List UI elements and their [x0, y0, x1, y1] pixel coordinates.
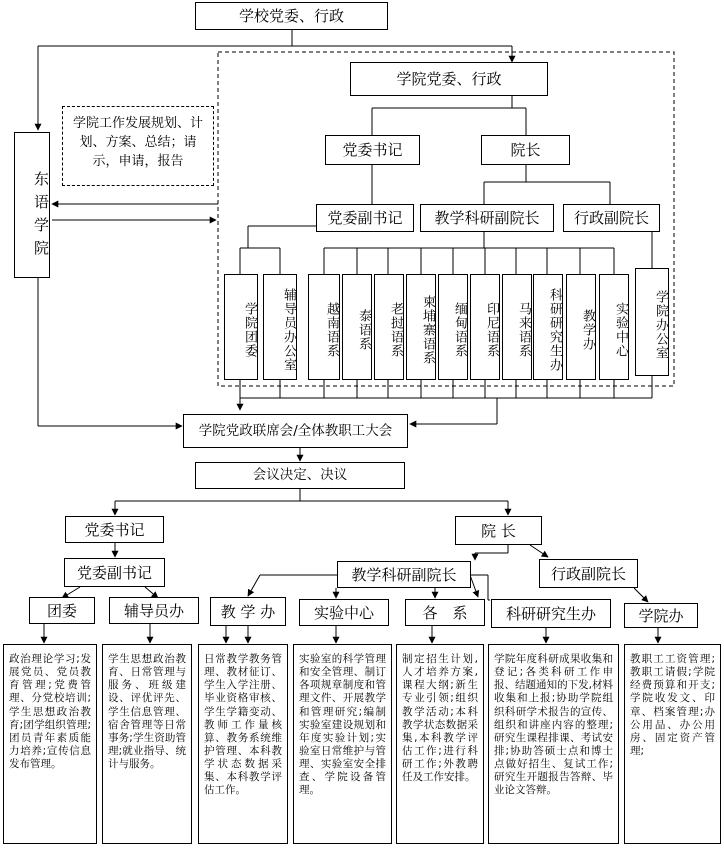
- unit-cambodian-dept: 柬埔寨语系: [406, 274, 436, 380]
- vice-dean-teaching-research: 教学科研副院长: [420, 204, 554, 232]
- desc-lab-center: 实验室的科学管理和安全管理、制订各项规章制度和管理文件、开展教学和管理研究;编制实验室建设规划和年度实验计划;实验室日常维护与管理、实验室安全排查、学院设备管理。: [293, 644, 392, 844]
- unit-indonesian-dept: 印尼语系: [470, 274, 500, 380]
- unit-teaching-office: 教学办: [566, 274, 596, 380]
- dean: 院长: [481, 135, 570, 165]
- joint-meeting: 学院党政联席会/全体教职工大会: [183, 414, 408, 448]
- dept-language-depts: 各 系: [405, 599, 485, 626]
- college-party-admin: 学院党委、行政: [350, 62, 548, 96]
- unit-college-youth-league: 学院团委: [224, 274, 258, 380]
- desc-counselor-office: 学生思想政治教育、日常管理与服务、班级建设、评优评先、学生信息管理、宿舍管理等日常事务;学生资助管理;就业指导、统计与服务。: [102, 644, 192, 844]
- planning-note: 学院工作发展规划、计划、方案、总结；请示，申请，报告: [62, 106, 214, 186]
- deputy-party-secretary-lower: 党委副书记: [64, 558, 165, 587]
- desc-research-graduate-office: 学院年度科研成果收集和登记;各类科研工作申报、结题通知的下发,材料收集和上报;协助学院组织科研学术报告的宣传、组织和讲座内容的整理;研究生课程排课、考试安排;协助答硕士点和博士点做好招生、复试工作;研究生开题报告答辩、毕业论文答辩。: [488, 644, 619, 844]
- vice-dean-admin-lower: 行政副院长: [539, 559, 638, 588]
- desc-teaching-office: 日常教学教务管理、教材征订、学生入学注册、毕业资格审核、学生学籍变动、教师工作量核算、教务系统维护管理、本科教学状态数据采集、本科教学评估工作。: [198, 644, 288, 844]
- dept-college-office: 学院办: [624, 603, 698, 628]
- dept-lab-center: 实验中心: [299, 599, 389, 626]
- dean-lower: 院 长: [455, 516, 542, 545]
- unit-burmese-dept: 缅甸语系: [438, 274, 468, 380]
- desc-college-office: 教职工工资管理;教职工请假;学院经费预算和开支;学院收发文、印章、档案管理;办公用品、办公用房、固定资产管理;: [624, 644, 721, 844]
- unit-vietnamese-dept: 越南语系: [308, 274, 340, 380]
- unit-thai-dept: 泰语系: [342, 274, 372, 380]
- dept-youth-league: 团委: [29, 597, 95, 624]
- unit-lab-center: 实验中心: [599, 274, 629, 380]
- unit-college-office: 学院办公室: [635, 268, 669, 376]
- deputy-party-secretary: 党委副书记: [316, 204, 414, 232]
- dept-counselor-office: 辅导员办: [109, 597, 199, 624]
- meeting-decision: 会议决定、决议: [195, 462, 405, 489]
- dept-research-graduate-office: 科研研究生办: [491, 599, 611, 628]
- party-secretary-lower: 党委书记: [65, 516, 164, 543]
- party-secretary: 党委书记: [325, 135, 420, 165]
- unit-research-graduate-office: 科研研究生办: [533, 274, 563, 380]
- vice-dean-administration: 行政副院长: [563, 204, 660, 232]
- unit-malay-dept: 马来语系: [502, 274, 532, 380]
- school-party-admin: 学校党委、行政: [195, 2, 388, 30]
- desc-youth-league: 政治理论学习;发展党员、党员教育管理;党费管理、分党校培训;学生思想政治教育;团学组织管理;团员青年素质能力培养;宣传信息发布管理。: [3, 644, 97, 844]
- east-language-college: 东语学院: [14, 132, 50, 278]
- unit-lao-dept: 老挝语系: [374, 274, 404, 380]
- vice-dean-teaching-lower: 教学科研副院长: [337, 561, 471, 588]
- desc-language-depts: 制定招生计划,人才培养方案,课程大纲;新生专业引领;组织教学活动;本科教学状态数据采集,本科教学评估工作;进行科研工作;外教聘任及工作安排。: [396, 644, 484, 844]
- dept-teaching-office: 教 学 办: [210, 597, 286, 626]
- unit-counselor-office: 辅导员办公室: [263, 274, 297, 380]
